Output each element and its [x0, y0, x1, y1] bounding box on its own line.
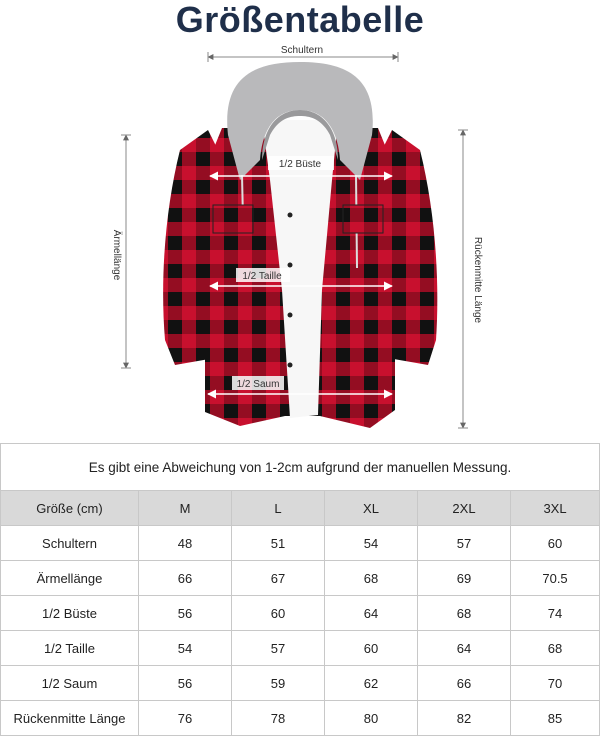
cell: 56: [139, 666, 232, 701]
row-label: Rückenmitte Länge: [1, 701, 139, 736]
cell: 54: [139, 631, 232, 666]
cell: 60: [511, 526, 600, 561]
header-m: M: [139, 491, 232, 526]
header-l: L: [232, 491, 325, 526]
cell: 78: [232, 701, 325, 736]
table-row: [1, 526, 600, 561]
cell: 57: [232, 631, 325, 666]
cell: 51: [232, 526, 325, 561]
size-table-wrap: [0, 443, 600, 746]
cell: 82: [418, 701, 511, 736]
cell: 69: [418, 561, 511, 596]
jacket-figure: [0, 40, 600, 440]
cell: 48: [139, 526, 232, 561]
cell: 57: [418, 526, 511, 561]
cell: 59: [232, 666, 325, 701]
label-bust: 1/2 Büste: [278, 159, 322, 170]
table-row: [1, 701, 600, 736]
header-size: Größe (cm): [1, 491, 139, 526]
row-label: 1/2 Büste: [1, 596, 139, 631]
page-title: Größentabelle: [175, 0, 425, 40]
table-row: [1, 666, 600, 701]
label-hem: 1/2 Saum: [236, 379, 280, 390]
label-sleeve: Ärmellänge: [111, 229, 122, 281]
cell: 67: [232, 561, 325, 596]
label-back-length: Rückenmitte Länge: [472, 236, 483, 324]
measurement-note: Es gibt eine Abweichung von 1-2cm aufgrund der manuellen Messung.: [1, 444, 600, 491]
cell: 60: [325, 631, 418, 666]
cell: 70: [511, 666, 600, 701]
table-header-row: [1, 491, 600, 526]
header-3xl: 3XL: [511, 491, 600, 526]
table-row: [1, 596, 600, 631]
cell: 85: [511, 701, 600, 736]
cell: 76: [139, 701, 232, 736]
row-label: Schultern: [1, 526, 139, 561]
cell: 80: [325, 701, 418, 736]
cell: 62: [325, 666, 418, 701]
cell: 60: [232, 596, 325, 631]
size-table: [0, 443, 600, 736]
table-row: [1, 561, 600, 596]
cell: 68: [418, 596, 511, 631]
label-waist: 1/2 Taille: [242, 271, 282, 282]
row-label: 1/2 Taille: [1, 631, 139, 666]
jacket-illustration: [0, 40, 600, 440]
cell: 74: [511, 596, 600, 631]
cell: 68: [511, 631, 600, 666]
cell: 68: [325, 561, 418, 596]
header-2xl: 2XL: [418, 491, 511, 526]
row-label: Ärmellänge: [1, 561, 139, 596]
cell: 54: [325, 526, 418, 561]
cell: 56: [139, 596, 232, 631]
label-shoulders: Schultern: [280, 45, 324, 56]
row-label: 1/2 Saum: [1, 666, 139, 701]
table-row: [1, 631, 600, 666]
cell: 70.5: [511, 561, 600, 596]
cell: 66: [139, 561, 232, 596]
cell: 64: [325, 596, 418, 631]
header-xl: XL: [325, 491, 418, 526]
cell: 64: [418, 631, 511, 666]
cell: 66: [418, 666, 511, 701]
